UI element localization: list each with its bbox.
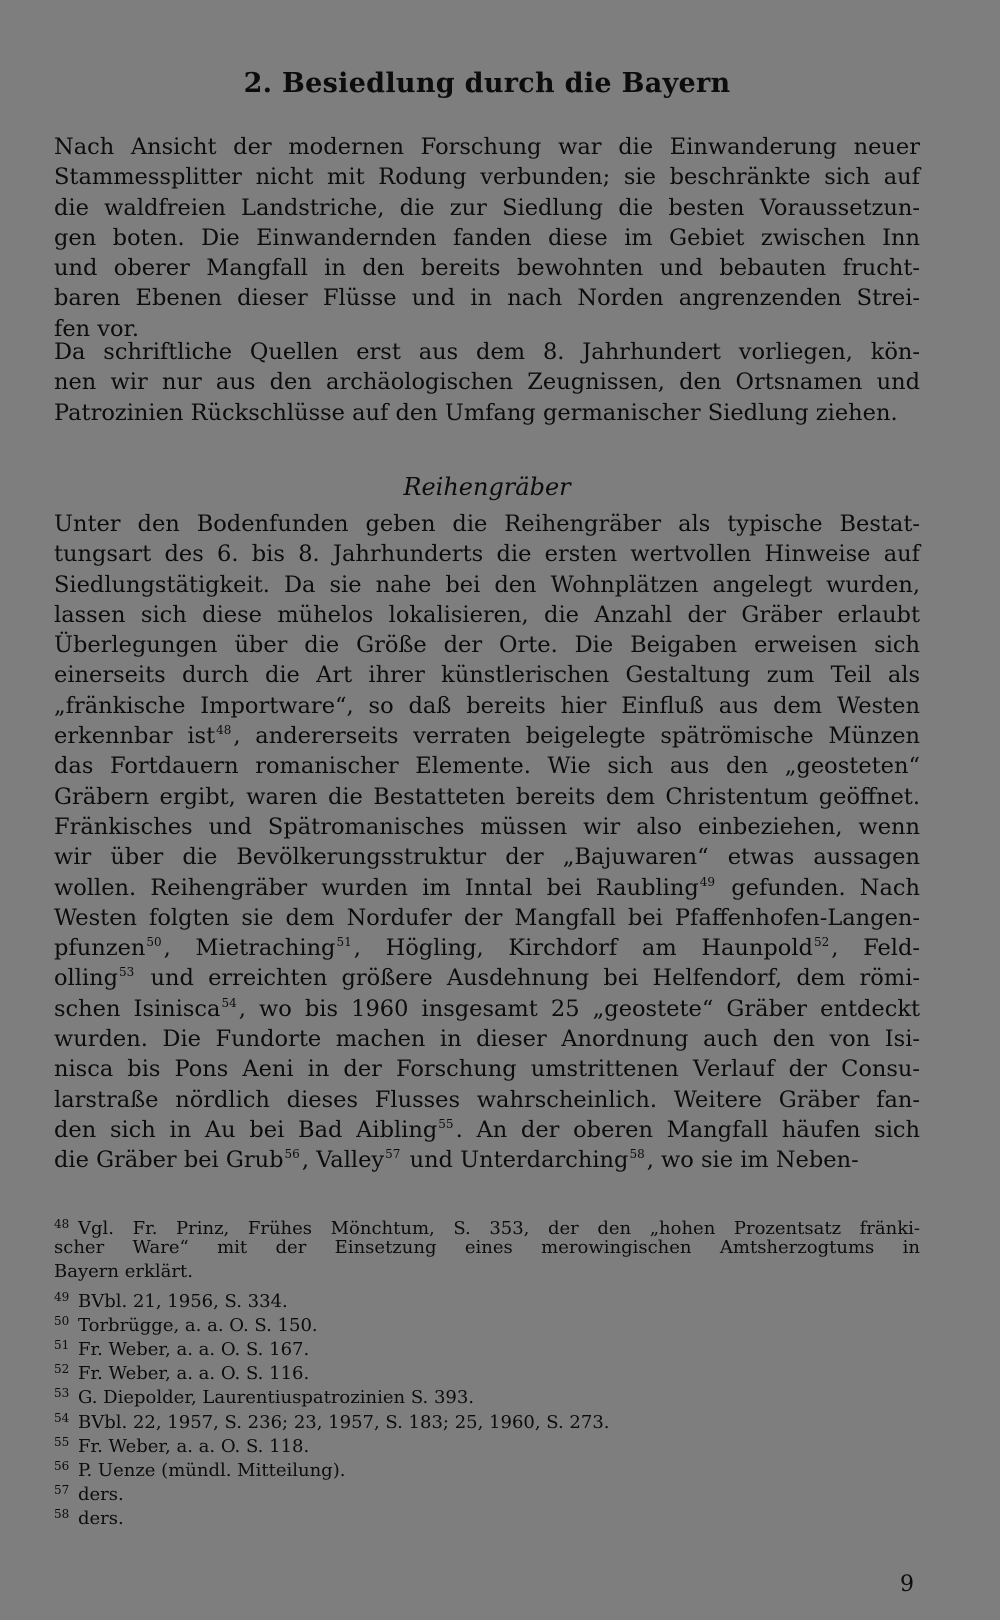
footnote-number: 49 xyxy=(54,1289,70,1304)
footnote-number: 54 xyxy=(54,1410,70,1425)
footnote-line xyxy=(54,1260,920,1284)
text-segment: , Feld- xyxy=(831,935,920,962)
footnote-number: 48 xyxy=(54,1217,70,1231)
footnote-reference: 54 xyxy=(221,995,237,1010)
main-paragraph xyxy=(54,509,920,1176)
footnote-line xyxy=(54,1285,920,1312)
second-paragraph xyxy=(54,337,920,428)
text-segment: und Unterdarching xyxy=(402,1147,629,1174)
text-line: Patrozinien Rückschlüsse auf den Umfang germanischer Siedlung ziehen. xyxy=(54,399,898,426)
footnote-reference: 49 xyxy=(699,874,716,889)
text-line: Da schriftliche Quellen erst aus dem 8. Jahrhundert vorliegen, kön- xyxy=(54,339,920,365)
text-line xyxy=(54,873,920,903)
footnote-line xyxy=(54,1502,920,1530)
text-segment: schen Isinisca xyxy=(54,995,221,1022)
footnote-line xyxy=(54,1236,920,1260)
text-segment: , Högling, Kirchdorf am Haunpold xyxy=(353,935,813,962)
text-segment: , wo bis 1960 insgesamt 25 „geostete“ Gräber entdeckt xyxy=(238,995,920,1022)
text-line: Gräbern ergibt, waren die Bestatteten bereits dem Christentum geöffnet. xyxy=(54,783,920,810)
text-segment: und erreichten größere Ausdehnung bei Helfendorf, dem römi- xyxy=(136,965,920,992)
text-segment: wollen. Reihengräber wurden im Inntal bei Raubling xyxy=(54,874,699,901)
footnote-line xyxy=(54,1406,920,1433)
subsection-heading: Reihengräber xyxy=(403,473,571,501)
footnote-text: BVbl. 22, 1957, S. 236; 23, 1957, S. 183; 25, 1960, S. 273. xyxy=(78,1411,610,1433)
text-line: larstraße nördlich dieses Flusses wahrscheinlich. Weitere Gräber fan- xyxy=(54,1086,920,1113)
text-line xyxy=(54,721,920,751)
footnote-line xyxy=(54,1212,920,1239)
text-segment: die Gräber bei Grub xyxy=(54,1147,284,1174)
footnote-text: ders. xyxy=(78,1484,124,1506)
text-line xyxy=(54,963,920,993)
footnote-reference: 51 xyxy=(336,935,352,950)
footnotes xyxy=(54,1212,920,1530)
text-line: Stammessplitter nicht mit Rodung verbunden; sie beschränkte sich auf xyxy=(54,164,920,191)
footnote-reference: 58 xyxy=(629,1147,645,1162)
footnote-number: 56 xyxy=(54,1458,70,1473)
text-segment: den sich in Au bei Bad Aibling xyxy=(54,1116,438,1143)
text-line: Unter den Bodenfunden geben die Reihengräber als typische Bestat- xyxy=(54,511,920,537)
text-line: nisca bis Pons Aeni in der Forschung umstrittenen Verlauf der Consu- xyxy=(54,1056,920,1083)
footnote-text: G. Diepolder, Laurentiuspatrozinien S. 393. xyxy=(78,1387,475,1409)
text-line: fen vor. xyxy=(54,315,139,342)
footnote-text: Vgl. Fr. Prinz, Frühes Mönchtum, S. 353, der den „hohen Prozentsatz fränki- xyxy=(78,1218,920,1239)
footnote-text: Bayern erklärt. xyxy=(54,1261,193,1283)
text-line: Fränkisches und Spätromanisches müssen wir also einbeziehen, wenn xyxy=(54,813,920,840)
text-line: Nach Ansicht der modernen Forschung war die Einwanderung neuer xyxy=(54,134,920,160)
footnote-line xyxy=(54,1430,920,1457)
footnote-reference: 57 xyxy=(385,1147,401,1162)
text-line: gen boten. Die Einwandernden fanden diese im Gebiet zwischen Inn xyxy=(54,224,920,251)
footnote-reference: 55 xyxy=(438,1116,454,1131)
footnote-reference: 56 xyxy=(284,1147,300,1162)
footnote-text: scher Ware“ mit der Einsetzung eines merowingischen Amtsherzogtums in xyxy=(54,1237,920,1259)
footnote-number: 58 xyxy=(54,1507,70,1522)
text-segment: . An der oberen Mangfall häufen sich xyxy=(455,1116,920,1143)
text-line: „fränkische Importware“, so daß bereits hier Einfluß aus dem Westen xyxy=(54,692,920,719)
text-segment: pfunzen xyxy=(54,935,146,962)
text-line: wir über die Bevölkerungsstruktur der „Bajuwaren“ etwas aussagen xyxy=(54,844,920,871)
intro-paragraph xyxy=(54,132,920,344)
footnote-number: 55 xyxy=(54,1434,70,1449)
footnote-line xyxy=(54,1478,920,1506)
footnote-line xyxy=(54,1381,920,1409)
text-segment: erkennbar ist xyxy=(54,723,216,750)
text-line: wurden. Die Fundorte machen in dieser Anordnung auch den von Isi- xyxy=(54,1026,920,1053)
page-number: 9 xyxy=(900,1572,914,1597)
text-line: Siedlungstätigkeit. Da sie nahe bei den Wohnplätzen angelegt wurden, xyxy=(54,571,920,598)
footnote-text: P. Uenze (mündl. Mitteilung). xyxy=(78,1459,346,1481)
text-line: lassen sich diese mühelos lokalisieren, die Anzahl der Gräber erlaubt xyxy=(54,601,920,628)
footnote-text: Fr. Weber, a. a. O. S. 167. xyxy=(78,1338,310,1360)
text-line: tungsart des 6. bis 8. Jahrhunderts die ersten wertvollen Hinweise auf xyxy=(54,541,920,568)
footnote-reference: 53 xyxy=(119,965,135,980)
footnote-text: BVbl. 21, 1956, S. 334. xyxy=(78,1290,288,1312)
text-line: einerseits durch die Art ihrer künstlerischen Gestaltung zum Teil als xyxy=(54,662,920,689)
footnote-text: Fr. Weber, a. a. O. S. 116. xyxy=(78,1363,310,1385)
footnote-line xyxy=(54,1357,920,1385)
text-line: baren Ebenen dieser Flüsse und in nach Norden angrenzenden Strei- xyxy=(54,285,920,312)
text-segment: , andererseits verraten beigelegte spätrömische Münzen xyxy=(233,723,921,750)
footnote-line xyxy=(54,1333,920,1360)
text-segment: gefunden. Nach xyxy=(717,874,920,901)
footnote-text: ders. xyxy=(78,1508,124,1530)
footnote-number: 51 xyxy=(54,1337,70,1352)
footnote-line xyxy=(54,1454,920,1481)
footnote-reference: 52 xyxy=(813,935,830,950)
text-line xyxy=(54,994,920,1024)
footnote-reference: 50 xyxy=(146,935,162,950)
text-line xyxy=(54,1145,920,1175)
footnote-line xyxy=(54,1309,920,1336)
text-line: Überlegungen über die Größe der Orte. Die Beigaben erweisen sich xyxy=(54,632,920,659)
text-segment: , Valley xyxy=(301,1147,385,1174)
footnote-number: 52 xyxy=(54,1362,70,1377)
footnote-text: Torbrügge, a. a. O. S. 150. xyxy=(78,1314,318,1336)
text-line: nen wir nur aus den archäologischen Zeugnissen, den Ortsnamen und xyxy=(54,369,920,396)
text-line xyxy=(54,1115,920,1145)
footnote-text: Fr. Weber, a. a. O. S. 118. xyxy=(78,1435,310,1457)
footnote-number: 53 xyxy=(54,1386,70,1401)
footnote-number: 57 xyxy=(54,1483,70,1498)
text-line xyxy=(54,933,920,963)
text-segment: , wo sie im Neben- xyxy=(646,1147,859,1174)
text-line: die waldfreien Landstriche, die zur Siedlung die besten Voraussetzun- xyxy=(54,194,920,221)
footnote-number: 50 xyxy=(54,1313,70,1328)
text-line: und oberer Mangfall in den bereits bewohnten und bebauten frucht- xyxy=(54,255,920,282)
text-segment: , Mietraching xyxy=(163,935,336,962)
text-line: das Fortdauern romanischer Elemente. Wie sich aus den „geosteten“ xyxy=(54,753,920,780)
footnote-reference: 48 xyxy=(216,723,232,738)
text-line: Westen folgten sie dem Nordufer der Mangfall bei Pfaffenhofen-Langen- xyxy=(54,904,920,931)
section-title: 2. Besiedlung durch die Bayern xyxy=(243,68,731,99)
text-segment: olling xyxy=(54,965,119,992)
